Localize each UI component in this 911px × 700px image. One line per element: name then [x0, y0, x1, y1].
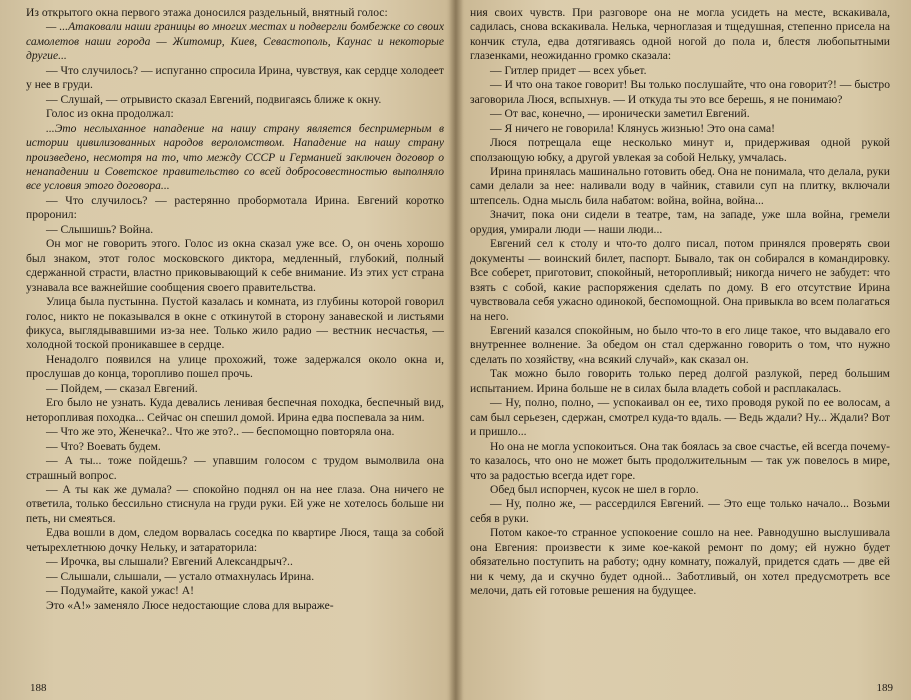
paragraph: — Я ничего не говорила! Клянусь жизнью! Это она сама! — [490, 121, 775, 135]
paragraph: — И что она такое говорит! Вы только послушайте, что она говорит?! — быстро заговорила Люся, вспыхнув. — И откуда ты это все берешь, я не понимаю? — [470, 78, 890, 106]
paragraph: Из открытого окна первого этажа доносился раздельный, внятный голос: — [26, 6, 388, 19]
paragraph: — Что случилось? — испуганно спросила Ирина, чувствуя, как сердце холодеет у нее в груди. — [26, 63, 444, 92]
paragraph: Значит, пока они сидели в театре, там, на западе, уже шла война, гремели орудия, умирали люди — наши люди... — [470, 208, 890, 236]
paragraph: Едва вошли в дом, следом ворвалась соседка по квартире Люся, таща за собой четырехлетнюю дочку Нельку, и затараторила: — [26, 526, 444, 554]
paragraph: Обед был испорчен, кусок не шел в горло. — [490, 482, 699, 496]
right-page-number: 189 — [876, 682, 893, 694]
paragraph: Так можно было говорить только перед долгой разлукой, перед большим испытанием. Ирина больше не в силах была владеть собой и расплакалась. — [470, 367, 890, 395]
paragraph: Ненадолго появился на улице прохожий, тоже задержался около окна и, прослушав до конца, торопливо пошел прочь. — [26, 352, 444, 381]
paragraph: — Ирочка, вы слышали? Евгений Александрыч?.. — [46, 555, 293, 569]
paragraph: Люся потрещала еще несколько минут и, придерживая одной рукой сползающую юбку, а другой увлекая за собой Нельку, умчалась. — [470, 136, 890, 164]
left-page-number: 188 — [30, 682, 47, 694]
paragraph: — Что же это, Женечка?.. Что же это?.. — беспомощно повторяла она. — [46, 425, 395, 439]
paragraph: — ...Атаковали наши границы во многих местах и подвергли бомбежке со своих самолетов наши города — Житомир, Киев, Севастополь, Каунас и некоторые другие... — [26, 20, 444, 63]
left-page — [26, 6, 444, 700]
paragraph: Он мог не говорить этого. Голос из окна сказал уже все. О, он очень хорошо был знаком, этот голос московского диктора, медленный, глубокий, полный сдержанной страсти, властно приковывающий к себе внимание. Из этих уст страна узнавала все важнейшие сообщения своего правительства. — [26, 237, 444, 294]
paragraph: — Ну, полно же, — рассердился Евгений. — Это еще только начало... Возьми себя в руки. — [470, 497, 890, 525]
paragraph: — Подумайте, какой ужас! А! — [46, 584, 194, 598]
paragraph: Но она не могла успокоиться. Она так боялась за свое счастье, ей всегда почему-то казалось, что оно не может быть продолжительным — так уж повелось в мире, что за радостью всегда идет горе. — [470, 439, 890, 482]
paragraph: — Слышали, слышали, — устало отмахнулась Ирина. — [46, 569, 315, 583]
paragraph: Потом какое-то странное успокоение сошло на нее. Равнодушно выслушивала она Евгения: произвести к зиме кое-какой ремонт по дому; ей нужно будет обязательно поступить на работу; одну комнату, пожалуй, придется сдать — две ей ни к чему, да и скучно будет одной... Заботливый, он хотел предусмотреть все мелочи, дать ей готовые решения на будущее. — [470, 526, 890, 598]
right-page — [470, 6, 890, 700]
paragraph: — А ты как же думала? — спокойно поднял он на нее глаза. Она ничего не ответила, только бессильно стиснула на груди руки. Ей уже не хотелось больше ни петь, ни смеяться. — [26, 482, 444, 525]
paragraph: — А ты... тоже пойдешь? — упавшим голосом с трудом вымолвила она страшный вопрос. — [26, 454, 444, 482]
paragraph: Улица была пустынна. Пустой казалась и комната, из глубины которой говорил голос, никто не показывался в окне с откинутой в сторону занавеской и листьями фикуса, выглядывавшими из-за нее. Только жило радио — вестник несчастья, — холодной тоской проникавшее в сердце. — [26, 295, 444, 352]
paragraph: ния своих чувств. При разговоре она не могла усидеть на месте, вскакивала, садилась, снова вскакивала. Нелька, черноглазая и тщедушная, степенно присела на кончик стула, едва дотягиваясь одной ногой до пола и, блестя любопытными глазенками, неожиданно громко сказала: — [470, 6, 890, 63]
book-gutter — [449, 0, 463, 700]
paragraph: — Что? Воевать будем. — [46, 439, 161, 453]
paragraph: — Гитлер придет — всех убьет. — [490, 63, 647, 77]
paragraph: Евгений сел к столу и что-то долго писал, потом принялся проверять свои документы — воинский билет, паспорт. Бывало, так он собирался в командировку. Все соберет, приготовит, спокойный, неторопливый; никогда ничего не забудет: что взять с собой, какие распоряжения сделать по дому. В его отсутствие Ирина чувствовала себя ужасно одинокой, беспомощной. Она привыкла во всем полагаться на него. — [470, 237, 890, 323]
paragraph: Ирина принялась машинально готовить обед. Она не понимала, что делала, руки сами делали за нее: наливали воду в чайник, ставили суп на плитку, включали штепсель. Одна мысль била набатом: война, война, война... — [470, 164, 890, 207]
paragraph: Евгений казался спокойным, но было что-то в его лице такое, что выдавало его внутреннее волнение. За обедом он стал сдержанно говорить о том, что нужно сделать по хозяйству, «на всякий случай», как сказал он. — [470, 323, 890, 366]
paragraph: — Что случилось? — растерянно пробормотала Ирина. Евгений коротко проронил: — [26, 193, 444, 222]
paragraph: — Пойдем, — сказал Евгений. — [46, 381, 198, 395]
paragraph: — От вас, конечно, — иронически заметил Евгений. — [490, 107, 750, 121]
paragraph: Голос из окна продолжал: — [46, 107, 174, 121]
paragraph: Это «А!» заменяло Люсе недостающие слова для выраже- — [46, 598, 334, 612]
paragraph: — Слышишь? Война. — [46, 222, 154, 236]
paragraph: — Слушай, — отрывисто сказал Евгений, подвигаясь ближе к окну. — [46, 92, 382, 106]
paragraph: — Ну, полно, полно, — успокаивал он ее, тихо проводя рукой по ее волосам, а сам был серьезен, сдержан, смотрел куда-то вдаль. — Ведь ждали? Ну... Ждали? Вот и пришло... — [470, 396, 890, 439]
paragraph: ...Это неслыханное нападение на нашу страну является беспримерным в истории цивилизованных народов вероломством. Нападение на нашу страну произведено, несмотря на то, что между СССР и Германией заключен договор о ненападении и Советское правительство со всей добросовестностью выполняло все условия этого договора... — [26, 121, 444, 193]
paragraph: Его было не узнать. Куда девались ленивая беспечная походка, беспечный вид, неторопливая походка... Сейчас он спешил домой. Ирина едва поспевала за ним. — [26, 396, 444, 424]
